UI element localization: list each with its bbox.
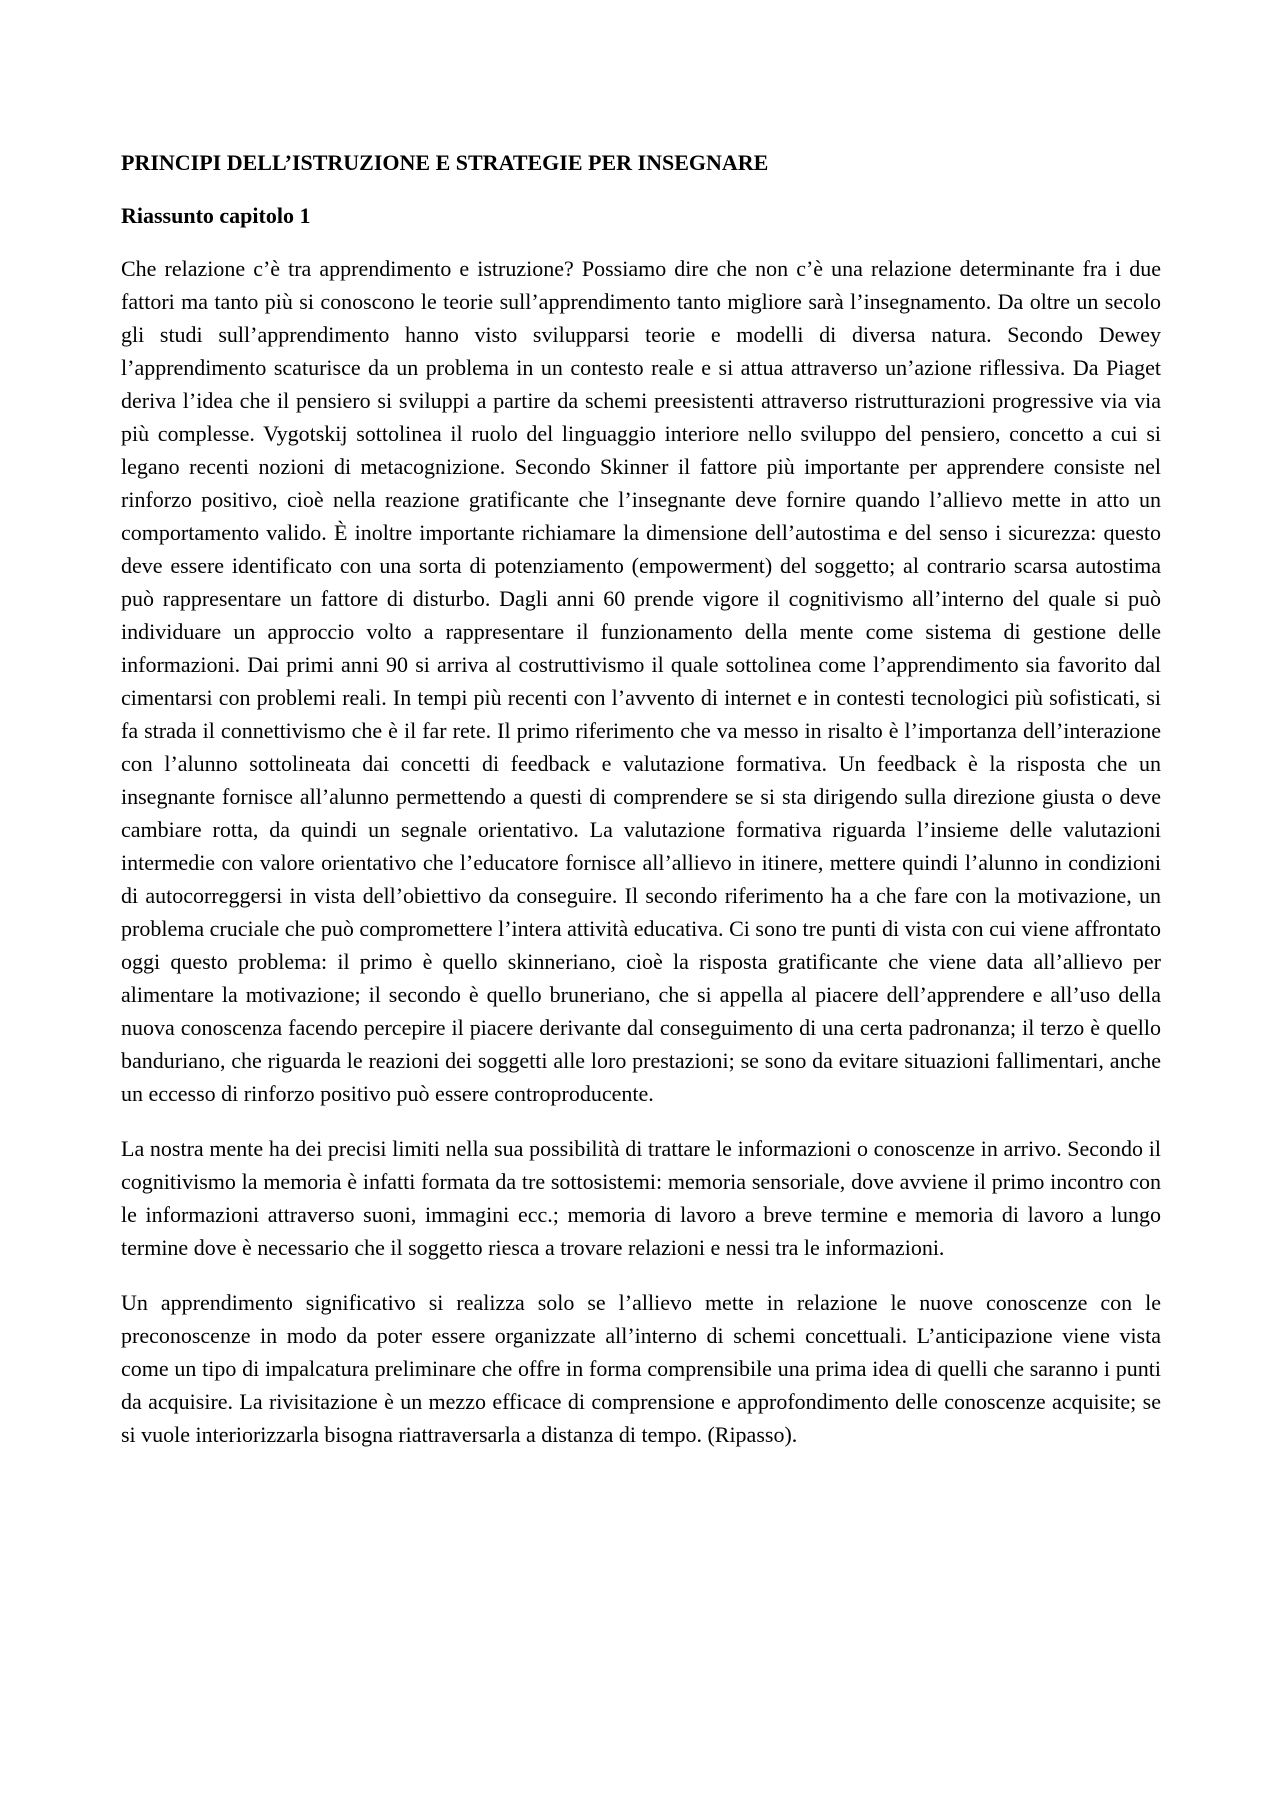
paragraph-1: Che relazione c’è tra apprendimento e istruzione? Possiamo dire che non c’è una relazione determinante fra i due fattori ma tanto più si conoscono le teorie sull’apprendimento tanto migliore sarà l’insegnamento. Da oltre un secolo gli studi sull’apprendimento hanno visto svilupparsi teorie e modelli di diversa natura. Secondo Dewey l’apprendimento scaturisce da un problema in un contesto reale e si attua attraverso un’azione riflessiva. Da Piaget deriva l’idea che il pensiero si sviluppi a partire da schemi preesistenti attraverso ristrutturazioni progressive via via più complesse. Vygotskij sottolinea il ruolo del linguaggio interiore nello sviluppo del pensiero, concetto a cui si legano recenti nozioni di metacognizione. Secondo Skinner il fattore più importante per apprendere consiste nel rinforzo positivo, cioè nella reazione gratificante che l’insegnante deve fornire quando l’allievo mette in atto un comportamento valido. È inoltre importante richiamare la dimensione dell’autostima e del senso i sicurezza: questo deve essere identificato con una sorta di potenziamento (empowerment) del soggetto; al contrario scarsa autostima può rappresentare un fattore di disturbo. Dagli anni 60 prende vigore il cognitivismo all’interno del quale si può individuare un approccio volto a rappresentare il funzionamento della mente come sistema di gestione delle informazioni. Dai primi anni 90 si arriva al costruttivismo il quale sottolinea come l’apprendimento sia favorito dal cimentarsi con problemi reali. In tempi più recenti con l’avvento di internet e in contesti tecnologici più sofisticati, si fa strada il connettivismo che è il far rete. Il primo riferimento che va messo in risalto è l’importanza dell’interazione con l’alunno sottolineata dai concetti di feedback e valutazione formativa. Un feedback è la risposta che un insegnante fornisce all’alunno permettendo a questi di comprendere se si sta dirigendo sulla direzione giusta o deve cambiare rotta, da quindi un segnale orientativo. La valutazione formativa riguarda l’insieme delle valutazioni intermedie con valore orientativo che l’educatore fornisce all’allievo in itinere, mettere quindi l’alunno in condizioni di autocorreggersi in vista dell’obiettivo da conseguire. Il secondo riferimento ha a che fare con la motivazione, un problema cruciale che può compromettere l’intera attività educativa. Ci sono tre punti di vista con cui viene affrontato oggi questo problema: il primo è quello skinneriano, cioè la risposta gratificante che viene data all’allievo per alimentare la motivazione; il secondo è quello bruneriano, che si appella al piacere dell’apprendere e all’uso della nuova conoscenza facendo percepire il piacere derivante dal conseguimento di una certa padronanza; il terzo è quello banduriano, che riguarda le reazioni dei soggetti alle loro prestazioni; se sono da evitare situazioni fallimentari, anche un eccesso di rinforzo positivo può essere controproducente. [121,256,1161,1106]
document-page [121,146,1161,1473]
paragraph-3: Un apprendimento significativo si realizza solo se l’allievo mette in relazione le nuove conoscenze con le preconoscenze in modo da poter essere organizzate all’interno di schemi concettuali. L’anticipazione viene vista come un tipo di impalcatura preliminare che offre in forma comprensibile una prima idea di quelli che saranno i punti da acquisire. La rivisitazione è un mezzo efficace di comprensione e approfondimento delle conoscenze acquisite; se si vuole interiorizzarla bisogna riattraversarla a distanza di tempo. (Ripasso). [121,1290,1161,1447]
document-subtitle: Riassunto capitolo 1 [121,203,311,228]
paragraph-2: La nostra mente ha dei precisi limiti nella sua possibilità di trattare le informazioni o conoscenze in arrivo. Secondo il cognitivismo la memoria è infatti formata da tre sottosistemi: memoria sensoriale, dove avviene il primo incontro con le informazioni attraverso suoni, immagini ecc.; memoria di lavoro a breve termine e memoria di lavoro a lungo termine dove è necessario che il soggetto riesca a trovare relazioni e nessi tra le informazioni. [121,1136,1161,1260]
document-title: PRINCIPI DELL’ISTRUZIONE E STRATEGIE PER INSEGNARE [121,150,769,175]
